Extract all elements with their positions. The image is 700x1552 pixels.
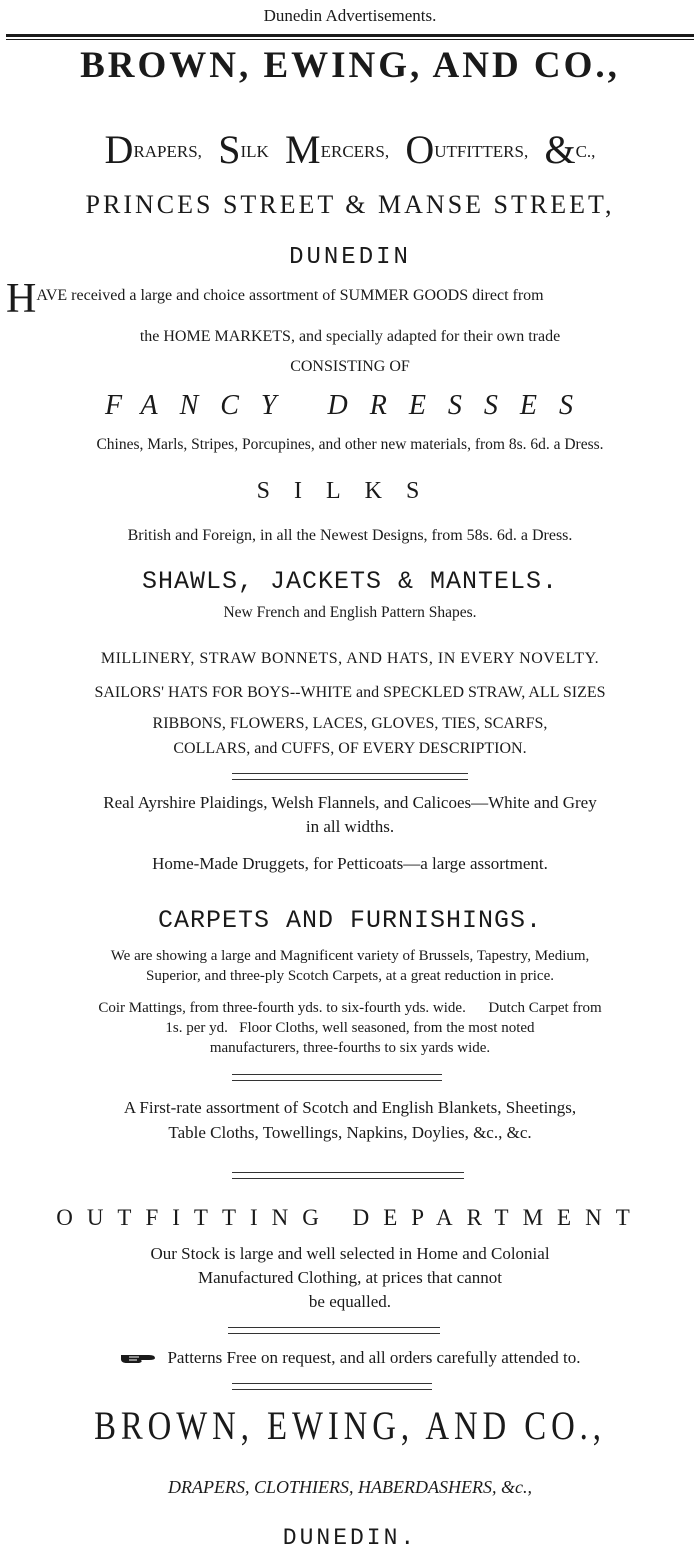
- patterns-line: Patterns Free on request, and all orders carefully attended to.: [0, 1348, 700, 1370]
- trade-mercers: MERCERS,: [285, 127, 390, 172]
- firm-name-footer: BROWN, EWING, AND CO.,: [94, 1403, 606, 1448]
- blankets-line-2: Table Cloths, Towellings, Napkins, Doylies, &c., &c.: [168, 1123, 532, 1142]
- divider-rule: [232, 773, 468, 780]
- footer-city: DUNEDIN.: [282, 1525, 418, 1551]
- shawls-heading: SHAWLS, JACKETS & MANTELS.: [141, 567, 559, 596]
- fancy-dresses-heading: FANCY DRESSES: [104, 390, 596, 421]
- pointing-hand-icon: [119, 1350, 157, 1370]
- trades-line: [0, 126, 700, 173]
- outfitting-heading: OUTFITTING DEPARTMENT: [56, 1205, 644, 1230]
- firm-name-heading: BROWN, EWING, AND CO.,: [80, 45, 620, 86]
- coir-line-2: 1s. per yd. Floor Cloths, well seasoned, from the most noted: [165, 1020, 535, 1036]
- stock-line-2: Manufactured Clothing, at prices that cannot: [197, 1268, 503, 1287]
- carpets-line-2: Superior, and three-ply Scotch Carpets, at a great reduction in price.: [145, 968, 554, 984]
- carpets-line-1: We are showing a large and Magnificent variety of Brussels, Tapestry, Medium,: [110, 948, 590, 964]
- carpets-heading: CARPETS AND FURNISHINGS.: [157, 906, 543, 935]
- header-rule-thick: [6, 34, 694, 37]
- trade-drapers: DRAPERS,: [104, 127, 202, 172]
- ayrshire-line-1: Real Ayrshire Plaidings, Welsh Flannels, and Calicoes—White and Grey: [103, 793, 597, 812]
- intro-line-2: the HOME MARKETS, and specially adapted for their own trade: [139, 328, 561, 345]
- divider-rule: [232, 1172, 464, 1179]
- trade-etc: &C.,: [544, 127, 596, 172]
- stock-line-3: be equalled.: [308, 1292, 392, 1311]
- ayrshire-line-2: in all widths.: [305, 817, 395, 836]
- druggets-line: Home-Made Druggets, for Petticoats—a large assortment.: [152, 854, 548, 873]
- trade-silk: SILK: [218, 127, 269, 172]
- sailors-hats-line: SAILORS' HATS FOR BOYS--WHITE and SPECKLED STRAW, ALL SIZES: [94, 684, 606, 701]
- running-header: Dunedin Advertisements.: [263, 6, 437, 25]
- footer-trades-line: DRAPERS, CLOTHIERS, HABERDASHERS, &c.,: [168, 1477, 532, 1497]
- header-rule-thin: [6, 39, 694, 40]
- city-heading: DUNEDIN: [289, 244, 411, 271]
- stock-line-1: Our Stock is large and well selected in Home and Colonial: [150, 1244, 550, 1263]
- address-line: PRINCES STREET & MANSE STREET,: [85, 190, 615, 219]
- divider-rule: [232, 1383, 432, 1390]
- coir-line-3: manufacturers, three-fourths to six yards wide.: [209, 1040, 491, 1056]
- intro-dropcap: H: [6, 276, 37, 322]
- divider-rule: [228, 1327, 440, 1334]
- millinery-line: MILLINERY, STRAW BONNETS, AND HATS, IN EVERY NOVELTY.: [100, 650, 600, 667]
- silks-description: British and Foreign, in all the Newest Designs, from 58s. 6d. a Dress.: [127, 527, 573, 544]
- intro-line-1: HAVE received a large and choice assortment of SUMMER GOODS direct from: [6, 276, 544, 322]
- trade-outfitters: OUTFITTERS,: [405, 127, 529, 172]
- consisting-of-label: CONSISTING OF: [290, 358, 410, 375]
- divider-rule: [232, 1074, 442, 1081]
- shawls-description: New French and English Pattern Shapes.: [223, 604, 477, 621]
- ribbons-line: RIBBONS, FLOWERS, LACES, GLOVES, TIES, SCARFS,: [152, 715, 548, 732]
- collars-line: COLLARS, and CUFFS, OF EVERY DESCRIPTION.: [173, 740, 527, 757]
- silks-heading: SILKS: [256, 478, 444, 504]
- coir-line-1: Coir Mattings, from three-fourth yds. to six-fourth yds. wide. Dutch Carpet from: [98, 1000, 602, 1016]
- fancy-dresses-description: Chines, Marls, Stripes, Porcupines, and other new materials, from 8s. 6d. a Dress.: [96, 436, 604, 453]
- blankets-line-1: A First-rate assortment of Scotch and English Blankets, Sheetings,: [123, 1098, 577, 1117]
